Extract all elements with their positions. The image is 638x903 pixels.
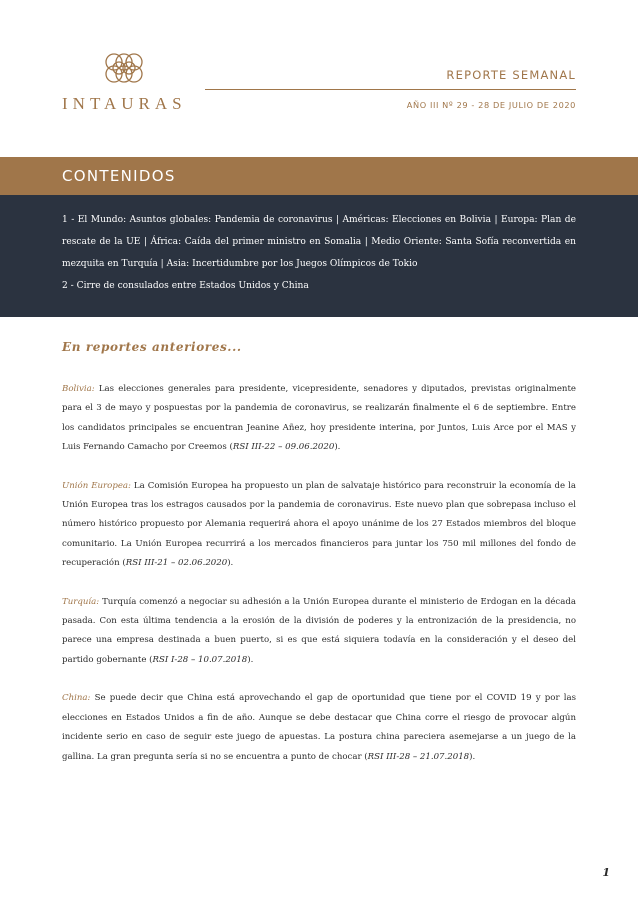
entry-reference: RSI III-22 – 09.06.2020 <box>232 442 335 453</box>
header-divider <box>205 89 576 90</box>
knot-emblem-icon <box>98 50 150 90</box>
entry-tag: China: <box>62 693 91 704</box>
entry-tag: Bolivia: <box>62 384 95 394</box>
page-number: 1 <box>602 866 610 879</box>
entry-text: Se puede decir que China está aprovechando el gap de oportunidad que tiene por el COVID 19 y por las elecciones en Estados Unidos a fin de año. Aunque se debe destacar que China corre el riesgo de provocar algún incidente serio en caso de seguir este juego de apuestas. La postura china pareciera asemejarse a un juego de la gallina. La gran pregunta sería si no se encuentra a punto de chocar ( <box>62 693 576 762</box>
entry-reference: RSI III-28 – 21.07.2018 <box>367 751 470 762</box>
entry-end: ). <box>247 654 254 665</box>
contents-title: CONTENIDOS <box>62 167 176 185</box>
report-title: REPORTE SEMANAL <box>446 68 576 82</box>
section-heading: En reportes anteriores... <box>62 340 242 354</box>
entry-text: La Comisión Europea ha propuesto un plan de salvataje histórico para reconstruir la economía de la Unión Europea tras los estragos causados por la pandemia de coronavirus. Este nuevo plan que sobrepasa incluso el número histórico propuesto por Alemania requerirá ahora el apoyo unánime de los 27 Estados miembros del bloque comunitario. La Unión Europea recurrirá a los mercados financieros para juntar los 750 mil millones del fondo de recuperación ( <box>62 480 576 569</box>
contents-item: 1 - El Mundo: Asuntos globales: Pandemia de coronavirus | Américas: Elecciones en Bolivia | Europa: Plan de rescate de la UE | África: Caída del primer ministro en Somalia | Medio Oriente: Santa Sofía reconvertida en mezquita en Turquía | Asia: Incertidumbre por los Juegos Olímpicos de Tokio <box>62 215 576 269</box>
entry-end: ). <box>227 558 234 569</box>
report-entry-union-europea <box>62 477 576 574</box>
entry-end: ). <box>334 442 341 453</box>
report-entry-china <box>62 689 576 767</box>
entry-tag: Unión Europea: <box>62 480 131 491</box>
intauras-logo <box>62 50 186 114</box>
entry-end: ). <box>469 751 476 762</box>
contents-header-band <box>0 157 638 195</box>
entry-reference: RSI III-21 – 02.06.2020 <box>125 558 228 569</box>
previous-reports-section <box>62 340 576 786</box>
entry-tag: Turquía: <box>62 596 100 607</box>
report-entry-bolivia <box>62 380 576 458</box>
entry-text: Las elecciones generales para presidente, vicepresidente, senadores y diputados, previstas originalmente para el 3 de mayo y pospuestas por la pandemia de coronavirus, se realizarán finalmente el 6 de septiembre. Entre los candidatos principales se encuentran Jeanine Añez, hoy presidente interina, por Juntos, Luis Arce por el MAS y Luis Fernando Camacho por Creemos ( <box>62 384 576 453</box>
contents-list <box>62 209 576 297</box>
report-entry-turquia <box>62 593 576 671</box>
entry-reference: RSI I-28 – 10.07.2018 <box>152 654 248 665</box>
report-issue-date: AÑO III Nº 29 - 28 DE JULIO DE 2020 <box>406 100 576 110</box>
contents-item: 2 - Cirre de consulados entre Estados Unidos y China <box>62 281 309 291</box>
logo-wordmark: INTAURAS <box>62 94 187 113</box>
entry-text: Turquía comenzó a negociar su adhesión a la Unión Europea durante el ministerio de Erdogan en la década pasada. Con esta última tendencia a la erosión de la división de poderes y la entronización de la presidencia, no parece una empresa destinada a buen puerto, si es que está siquiera todavía en la consideración y el deseo del partido gobernante ( <box>62 596 576 665</box>
contents-box <box>0 195 638 317</box>
